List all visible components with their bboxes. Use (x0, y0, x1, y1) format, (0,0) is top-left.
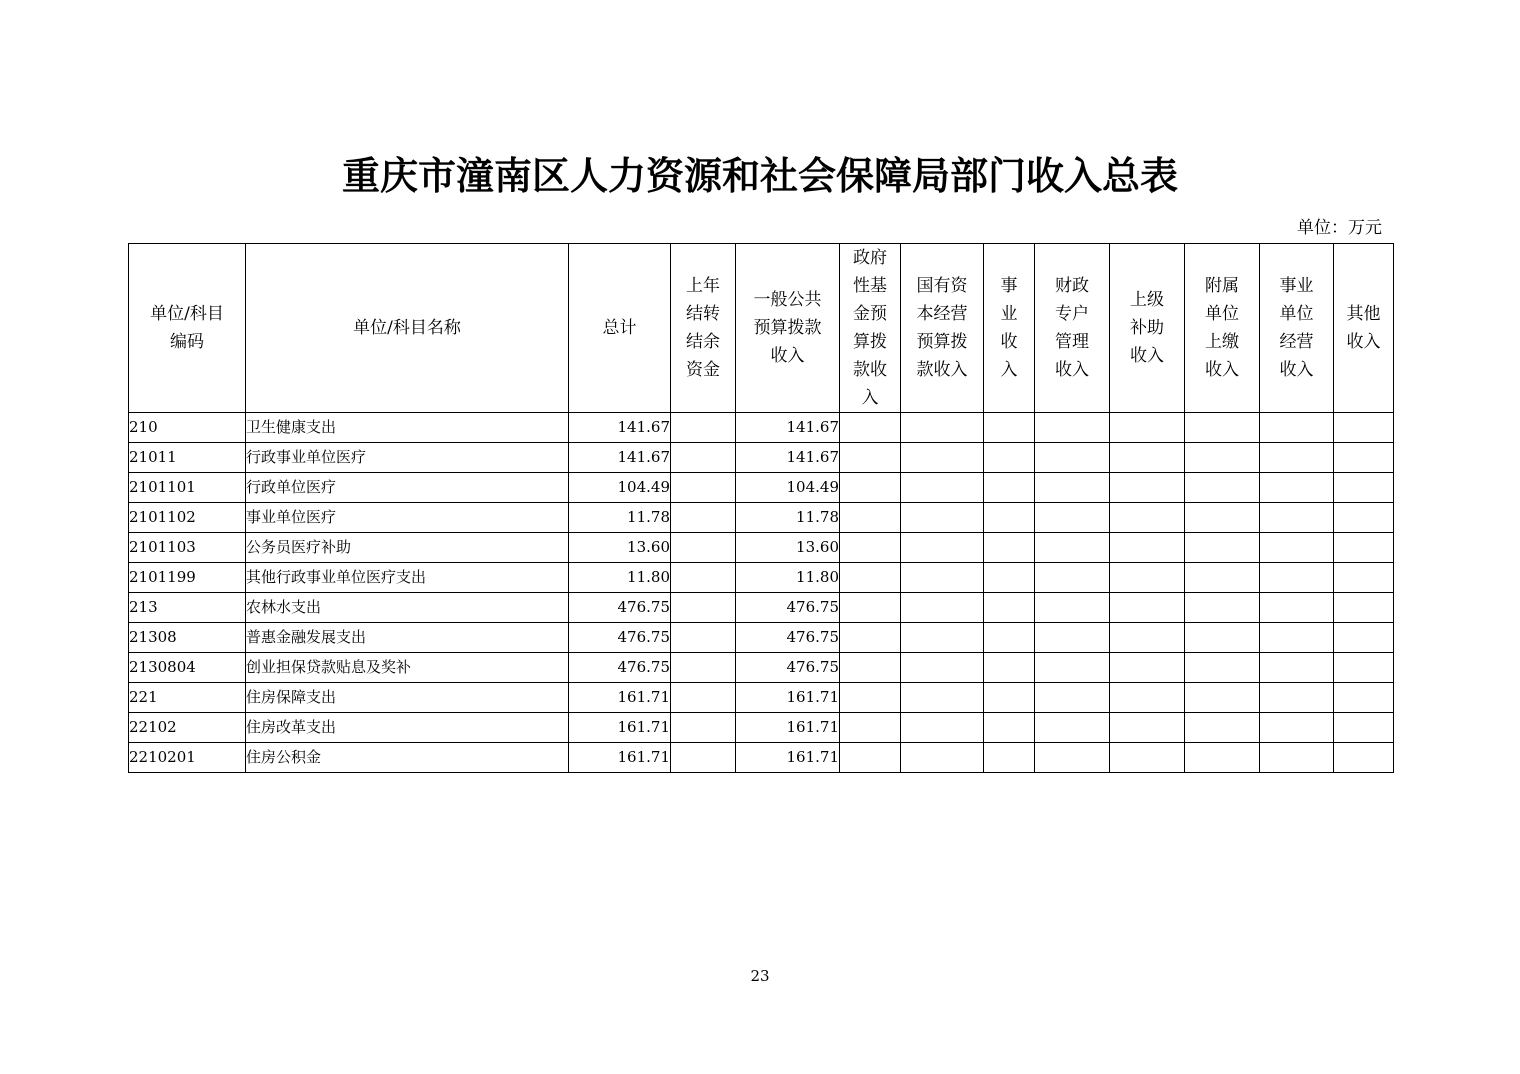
subject-name-cell: 住房保障支出 (246, 683, 569, 713)
empty-income-cell (1035, 683, 1110, 713)
carryover-cell (671, 713, 736, 743)
column-header-total: 总计 (569, 244, 671, 413)
general-budget-cell: 11.80 (736, 563, 840, 593)
table-row (129, 443, 1394, 473)
empty-income-cell (1035, 653, 1110, 683)
general-budget-cell: 161.71 (736, 683, 840, 713)
carryover-cell (671, 503, 736, 533)
empty-income-cell (984, 563, 1035, 593)
subject-code-cell: 221 (129, 683, 246, 713)
empty-income-cell (984, 473, 1035, 503)
general-budget-cell: 11.78 (736, 503, 840, 533)
empty-income-cell (901, 503, 984, 533)
total-cell: 476.75 (569, 593, 671, 623)
empty-income-cell (1334, 533, 1394, 563)
total-cell: 11.78 (569, 503, 671, 533)
table-row (129, 713, 1394, 743)
subject-code-cell: 2101199 (129, 563, 246, 593)
subject-name-cell: 创业担保贷款贴息及奖补 (246, 653, 569, 683)
empty-income-cell (1260, 713, 1334, 743)
empty-income-cell (1185, 653, 1260, 683)
table-body (129, 413, 1394, 773)
unit-label: 单位：万元 (1297, 218, 1382, 238)
empty-income-cell (1185, 623, 1260, 653)
empty-income-cell (1185, 473, 1260, 503)
table-row (129, 743, 1394, 773)
empty-income-cell (984, 623, 1035, 653)
empty-income-cell (840, 683, 901, 713)
column-header-state-capital: 国有资本经营预算拨款收入 (901, 244, 984, 413)
column-header-operating-income: 事业单位经营收入 (1260, 244, 1334, 413)
empty-income-cell (1185, 683, 1260, 713)
empty-income-cell (1110, 593, 1185, 623)
total-cell: 141.67 (569, 413, 671, 443)
empty-income-cell (901, 563, 984, 593)
empty-income-cell (1334, 563, 1394, 593)
empty-income-cell (901, 443, 984, 473)
empty-income-cell (1334, 593, 1394, 623)
general-budget-cell: 476.75 (736, 653, 840, 683)
total-cell: 13.60 (569, 533, 671, 563)
subject-name-cell: 公务员医疗补助 (246, 533, 569, 563)
page-number: 23 (750, 967, 770, 985)
empty-income-cell (1110, 443, 1185, 473)
column-header-other-income: 其他收入 (1334, 244, 1394, 413)
empty-income-cell (984, 533, 1035, 563)
general-budget-cell: 141.67 (736, 443, 840, 473)
empty-income-cell (901, 653, 984, 683)
empty-income-cell (1334, 473, 1394, 503)
empty-income-cell (901, 713, 984, 743)
empty-income-cell (1334, 743, 1394, 773)
empty-income-cell (1185, 563, 1260, 593)
carryover-cell (671, 593, 736, 623)
empty-income-cell (840, 743, 901, 773)
empty-income-cell (1260, 623, 1334, 653)
empty-income-cell (1185, 413, 1260, 443)
empty-income-cell (901, 593, 984, 623)
carryover-cell (671, 473, 736, 503)
carryover-cell (671, 413, 736, 443)
general-budget-cell: 161.71 (736, 713, 840, 743)
column-header-general-budget: 一般公共预算拨款收入 (736, 244, 840, 413)
general-budget-cell: 476.75 (736, 593, 840, 623)
empty-income-cell (1110, 653, 1185, 683)
empty-income-cell (984, 743, 1035, 773)
table-header-row (129, 244, 1394, 413)
table-row (129, 653, 1394, 683)
subject-code-cell: 21011 (129, 443, 246, 473)
general-budget-cell: 141.67 (736, 413, 840, 443)
empty-income-cell (1185, 443, 1260, 473)
empty-income-cell (1185, 593, 1260, 623)
empty-income-cell (984, 593, 1035, 623)
empty-income-cell (1035, 743, 1110, 773)
empty-income-cell (1035, 533, 1110, 563)
general-budget-cell: 104.49 (736, 473, 840, 503)
total-cell: 11.80 (569, 563, 671, 593)
empty-income-cell (1185, 503, 1260, 533)
table-row (129, 563, 1394, 593)
total-cell: 141.67 (569, 443, 671, 473)
empty-income-cell (1334, 683, 1394, 713)
table-row (129, 503, 1394, 533)
empty-income-cell (1185, 713, 1260, 743)
general-budget-cell: 476.75 (736, 623, 840, 653)
carryover-cell (671, 653, 736, 683)
empty-income-cell (1110, 623, 1185, 653)
subject-code-cell: 210 (129, 413, 246, 443)
empty-income-cell (901, 623, 984, 653)
subject-name-cell: 农林水支出 (246, 593, 569, 623)
column-header-code: 单位/科目编码 (129, 244, 246, 413)
carryover-cell (671, 443, 736, 473)
empty-income-cell (1334, 443, 1394, 473)
empty-income-cell (901, 413, 984, 443)
total-cell: 476.75 (569, 623, 671, 653)
empty-income-cell (1110, 563, 1185, 593)
empty-income-cell (840, 713, 901, 743)
empty-income-cell (1260, 503, 1334, 533)
empty-income-cell (984, 443, 1035, 473)
total-cell: 104.49 (569, 473, 671, 503)
empty-income-cell (1035, 563, 1110, 593)
empty-income-cell (1260, 533, 1334, 563)
column-header-business-income: 事业收入 (984, 244, 1035, 413)
empty-income-cell (984, 683, 1035, 713)
empty-income-cell (1110, 713, 1185, 743)
empty-income-cell (1334, 503, 1394, 533)
subject-name-cell: 行政事业单位医疗 (246, 443, 569, 473)
empty-income-cell (840, 623, 901, 653)
subject-name-cell: 卫生健康支出 (246, 413, 569, 443)
empty-income-cell (1110, 503, 1185, 533)
empty-income-cell (1260, 683, 1334, 713)
carryover-cell (671, 683, 736, 713)
table-row (129, 683, 1394, 713)
empty-income-cell (840, 593, 901, 623)
total-cell: 476.75 (569, 653, 671, 683)
empty-income-cell (1035, 503, 1110, 533)
empty-income-cell (901, 743, 984, 773)
empty-income-cell (1334, 653, 1394, 683)
total-cell: 161.71 (569, 743, 671, 773)
empty-income-cell (1260, 473, 1334, 503)
page-title: 重庆市潼南区人力资源和社会保障局部门收入总表 (341, 153, 1178, 198)
subject-code-cell: 2101103 (129, 533, 246, 563)
subject-name-cell: 住房公积金 (246, 743, 569, 773)
general-budget-cell: 13.60 (736, 533, 840, 563)
subject-code-cell: 21308 (129, 623, 246, 653)
empty-income-cell (1334, 623, 1394, 653)
subject-code-cell: 213 (129, 593, 246, 623)
total-cell: 161.71 (569, 713, 671, 743)
subject-code-cell: 2210201 (129, 743, 246, 773)
empty-income-cell (840, 653, 901, 683)
empty-income-cell (984, 503, 1035, 533)
empty-income-cell (1110, 413, 1185, 443)
empty-income-cell (1035, 443, 1110, 473)
column-header-carryover: 上年结转结余资金 (671, 244, 736, 413)
empty-income-cell (1110, 743, 1185, 773)
empty-income-cell (840, 563, 901, 593)
empty-income-cell (901, 533, 984, 563)
column-header-gov-fund: 政府性基金预算拨款收入 (840, 244, 901, 413)
empty-income-cell (840, 473, 901, 503)
subject-code-cell: 2101102 (129, 503, 246, 533)
subject-name-cell: 其他行政事业单位医疗支出 (246, 563, 569, 593)
empty-income-cell (1260, 593, 1334, 623)
subject-code-cell: 22102 (129, 713, 246, 743)
empty-income-cell (1110, 533, 1185, 563)
subject-code-cell: 2130804 (129, 653, 246, 683)
empty-income-cell (984, 713, 1035, 743)
empty-income-cell (840, 533, 901, 563)
empty-income-cell (901, 683, 984, 713)
subject-name-cell: 住房改革支出 (246, 713, 569, 743)
empty-income-cell (1185, 743, 1260, 773)
empty-income-cell (1035, 473, 1110, 503)
empty-income-cell (840, 503, 901, 533)
subject-code-cell: 2101101 (129, 473, 246, 503)
income-summary-table (128, 243, 1394, 773)
table-row (129, 593, 1394, 623)
empty-income-cell (984, 653, 1035, 683)
carryover-cell (671, 623, 736, 653)
empty-income-cell (1334, 413, 1394, 443)
empty-income-cell (1185, 533, 1260, 563)
subject-name-cell: 行政单位医疗 (246, 473, 569, 503)
empty-income-cell (984, 413, 1035, 443)
empty-income-cell (1110, 473, 1185, 503)
column-header-name: 单位/科目名称 (246, 244, 569, 413)
table-row (129, 623, 1394, 653)
empty-income-cell (1260, 413, 1334, 443)
empty-income-cell (1260, 443, 1334, 473)
subject-name-cell: 事业单位医疗 (246, 503, 569, 533)
empty-income-cell (840, 443, 901, 473)
column-header-special-account: 财政专户管理收入 (1035, 244, 1110, 413)
empty-income-cell (901, 473, 984, 503)
table-row (129, 533, 1394, 563)
empty-income-cell (1334, 713, 1394, 743)
empty-income-cell (1260, 653, 1334, 683)
carryover-cell (671, 533, 736, 563)
empty-income-cell (1260, 563, 1334, 593)
carryover-cell (671, 743, 736, 773)
empty-income-cell (1035, 713, 1110, 743)
carryover-cell (671, 563, 736, 593)
subject-name-cell: 普惠金融发展支出 (246, 623, 569, 653)
empty-income-cell (1110, 683, 1185, 713)
table-row (129, 473, 1394, 503)
empty-income-cell (1035, 623, 1110, 653)
empty-income-cell (840, 413, 901, 443)
empty-income-cell (1035, 413, 1110, 443)
empty-income-cell (1260, 743, 1334, 773)
empty-income-cell (1035, 593, 1110, 623)
general-budget-cell: 161.71 (736, 743, 840, 773)
total-cell: 161.71 (569, 683, 671, 713)
column-header-affiliated-units: 附属单位上缴收入 (1185, 244, 1260, 413)
column-header-superior-subsidy: 上级补助收入 (1110, 244, 1185, 413)
table-row (129, 413, 1394, 443)
